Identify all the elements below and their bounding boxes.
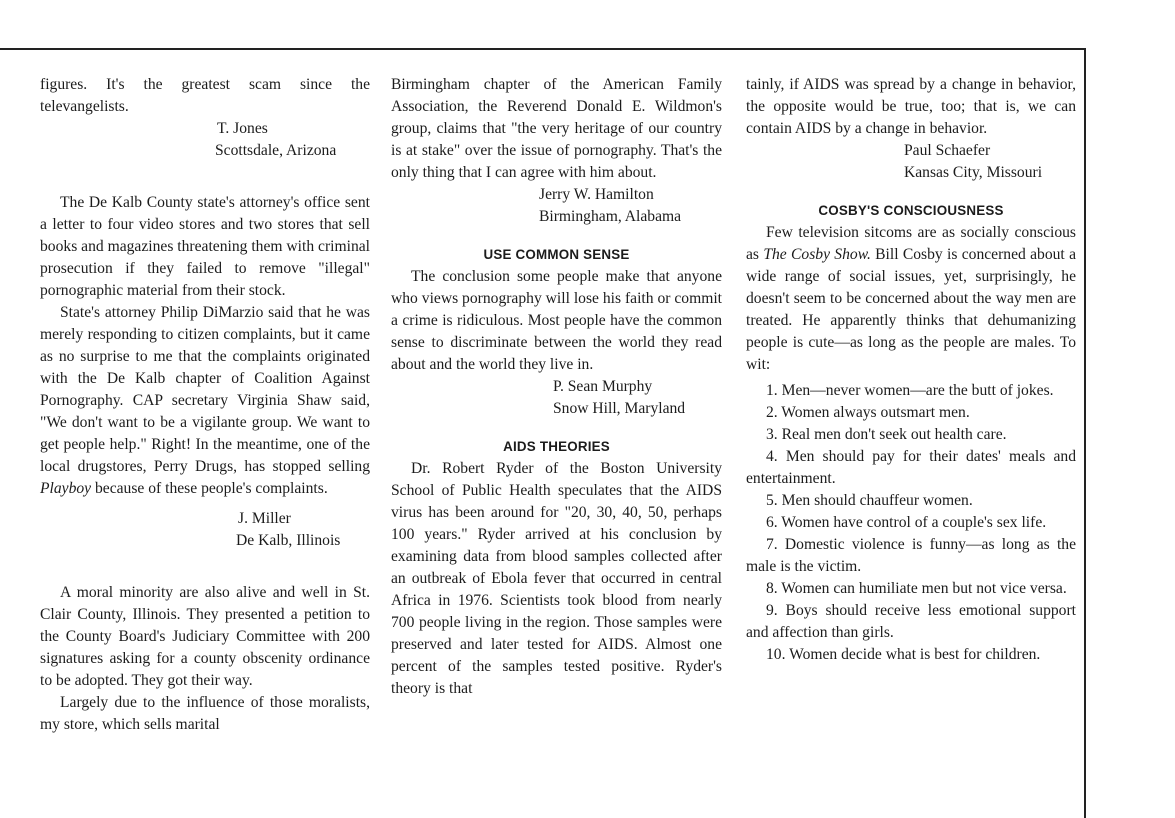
letter-paragraph: figures. It's the greatest scam since the televangelists.	[40, 76, 370, 115]
signature-place: Birmingham, Alabama	[539, 208, 682, 225]
letter-paragraph: Dr. Robert Ryder of the Boston University School of Public Health speculates that the AIDS virus has been around for "20, 30, 40, 50, perhaps 100 years." Ryder arrived at his conclusion by examining data from blood samples collected after an outbreak of Ebola fever that occurred in central Africa in 1976. Scientists took blood from nearly 700 people living in the region. Those samples were preserved and later tested for AIDS. Almost one percent of the samples tested positive. Ryder's theory is that	[391, 460, 722, 697]
list-item: 4. Men should pay for their dates' meals and entertainment.	[746, 448, 1076, 487]
signature-place: Snow Hill, Maryland	[553, 400, 686, 417]
signature-name: J. Miller	[238, 510, 291, 527]
column-2	[391, 74, 722, 700]
signature-name: P. Sean Murphy	[553, 378, 653, 395]
signature-place: De Kalb, Illinois	[236, 532, 341, 549]
list-item: 5. Men should chauffeur women.	[766, 492, 973, 509]
list-item: 9. Boys should receive less emotional support and affection than girls.	[746, 602, 1076, 641]
column-1	[40, 74, 370, 736]
section-heading: USE COMMON SENSE	[483, 247, 630, 262]
list-item: 2. Women always outsmart men.	[766, 404, 970, 421]
magazine-title: Playboy	[40, 480, 92, 497]
list-item: 10. Women decide what is best for children.	[766, 646, 1041, 663]
show-title: The Cosby Show.	[763, 246, 871, 263]
section-heading: AIDS THEORIES	[503, 439, 610, 454]
letter-paragraph: A moral minority are also alive and well in St. Clair County, Illinois. They presented a petition to the County Board's Judiciary Committee with 200 signatures asking for a county obscenity ordinance to be adopted. They got their way.	[40, 584, 370, 689]
letter-paragraph: The De Kalb County state's attorney's office sent a letter to four video stores and two stores that sell books and magazines threatening them with criminal prosecution if they failed to remove "illegal" pornographic material from their stock.	[40, 194, 370, 299]
letter-signature	[391, 376, 722, 420]
signature-name: Paul Schaefer	[904, 142, 991, 159]
list-item: 7. Domestic violence is funny—as long as the male is the victim.	[746, 536, 1076, 575]
letter-signature	[746, 140, 1076, 184]
letter-signature	[40, 118, 370, 162]
letter-paragraph: Few television sitcoms are as socially conscious as The Cosby Show. Bill Cosby is concerned about a wide range of social issues, yet, surprisingly, he doesn't seem to be concerned about the way men are treated. He apparently thinks that dehumanizing people is cute—as long as the people are males. To wit:	[746, 224, 1076, 373]
list-item: 8. Women can humiliate men but not vice versa.	[766, 580, 1067, 597]
page-border-right	[1084, 48, 1086, 818]
letter-paragraph: tainly, if AIDS was spread by a change in behavior, the opposite would be true, too; that is, we can contain AIDS by a change in behavior.	[746, 76, 1076, 137]
signature-place: Kansas City, Missouri	[904, 164, 1043, 181]
signature-name: Jerry W. Hamilton	[539, 186, 654, 203]
letter-signature	[40, 508, 370, 552]
letter-paragraph: State's attorney Philip DiMarzio said that he was merely responding to citizen complaints, but it came as no surprise to me that the complaints originated with the De Kalb chapter of Coalition Against Pornography. CAP secretary Virginia Shaw said, "We don't want to be a vigilante group. We want to get people help." Right! In the meantime, one of the local drugstores, Perry Drugs, has stopped selling Playboy because of these people's complaints.	[40, 304, 370, 497]
list-item: 3. Real men don't seek out health care.	[766, 426, 1007, 443]
letter-paragraph: Largely due to the influence of those moralists, my store, which sells marital	[40, 694, 370, 733]
list-item: 6. Women have control of a couple's sex life.	[766, 514, 1047, 531]
section-heading: COSBY'S CONSCIOUSNESS	[818, 203, 1004, 218]
letter-paragraph: Birmingham chapter of the American Family Association, the Reverend Donald E. Wildmon's group, claims that "the very heritage of our country is at stake" over the issue of pornography. That's the only thing that I can agree with him about.	[391, 76, 722, 181]
list-item: 1. Men—never women—are the butt of jokes.	[766, 382, 1054, 399]
numbered-list	[746, 380, 1076, 666]
letter-signature	[391, 184, 722, 228]
signature-place: Scottsdale, Arizona	[215, 142, 337, 159]
letter-paragraph: The conclusion some people make that anyone who views pornography will lose his faith or commit a crime is ridiculous. Most people have the common sense to discriminate between the world they read about and the world they live in.	[391, 268, 722, 373]
column-3	[746, 74, 1076, 666]
signature-name: T. Jones	[217, 120, 268, 137]
page-border-top	[0, 48, 1086, 50]
